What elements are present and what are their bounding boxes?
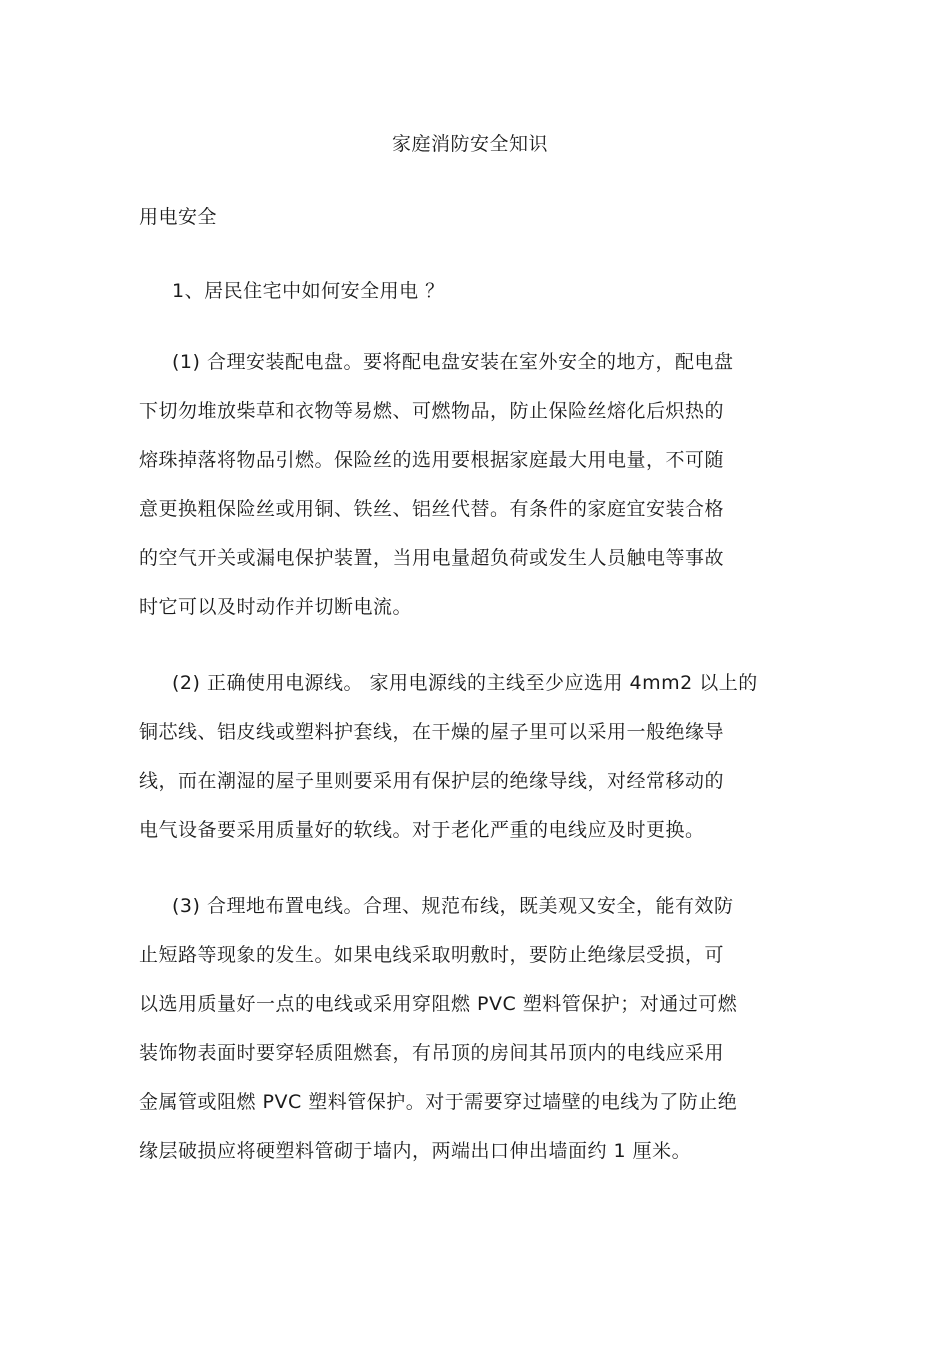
paragraph-line: 意更换粗保险丝或用铜、铁丝、铝丝代替。有条件的家庭宜安装合格 xyxy=(139,498,725,520)
paragraph-line: 以选用质量好一点的电线或采用穿阻燃 PVC 塑料管保护；对通过可燃 xyxy=(139,993,738,1015)
paragraph-line: 电气设备要采用质量好的软线。对于老化严重的电线应及时更换。 xyxy=(139,819,705,841)
paragraph-line: 下切勿堆放柴草和衣物等易燃、可燃物品，防止保险丝熔化后炽热的 xyxy=(139,400,725,422)
paragraph-line: 装饰物表面时要穿轻质阻燃套，有吊顶的房间其吊顶内的电线应采用 xyxy=(139,1042,725,1064)
paragraph-line: (2) 正确使用电源线。 家用电源线的主线至少应选用 4mm2 以上的 xyxy=(172,672,758,694)
paragraph-2 xyxy=(139,659,819,855)
paragraph-line: 金属管或阻燃 PVC 塑料管保护。对于需要穿过墙壁的电线为了防止绝 xyxy=(139,1091,738,1113)
paragraph-line: (1) 合理安装配电盘。要将配电盘安装在室外安全的地方，配电盘 xyxy=(172,351,734,373)
paragraph-line: 铜芯线、铝皮线或塑料护套线，在干燥的屋子里可以采用一般绝缘导 xyxy=(139,721,725,743)
paragraph-line: 熔珠掉落将物品引燃。保险丝的选用要根据家庭最大用电量，不可随 xyxy=(139,449,725,471)
paragraph-3 xyxy=(139,882,819,1176)
paragraph-line: 止短路等现象的发生。如果电线采取明敷时，要防止绝缘层受损，可 xyxy=(139,944,725,966)
paragraph-line: 缘层破损应将硬塑料管砌于墙内，两端出口伸出墙面约 1 厘米。 xyxy=(139,1140,692,1162)
question-heading: 1、居民住宅中如何安全用电 ？ xyxy=(172,280,445,302)
paragraph-line: 的空气开关或漏电保护装置，当用电量超负荷或发生人员触电等事故 xyxy=(139,547,725,569)
section-heading: 用电安全 xyxy=(139,206,218,228)
paragraph-line: 时它可以及时动作并切断电流。 xyxy=(139,596,413,618)
page-title: 家庭消防安全知识 xyxy=(391,133,548,155)
paragraph-1 xyxy=(139,338,819,632)
paragraph-line: (3) 合理地布置电线。合理、规范布线，既美观又安全，能有效防 xyxy=(172,895,734,917)
paragraph-line: 线，而在潮湿的屋子里则要采用有保护层的绝缘导线，对经常移动的 xyxy=(139,770,725,792)
